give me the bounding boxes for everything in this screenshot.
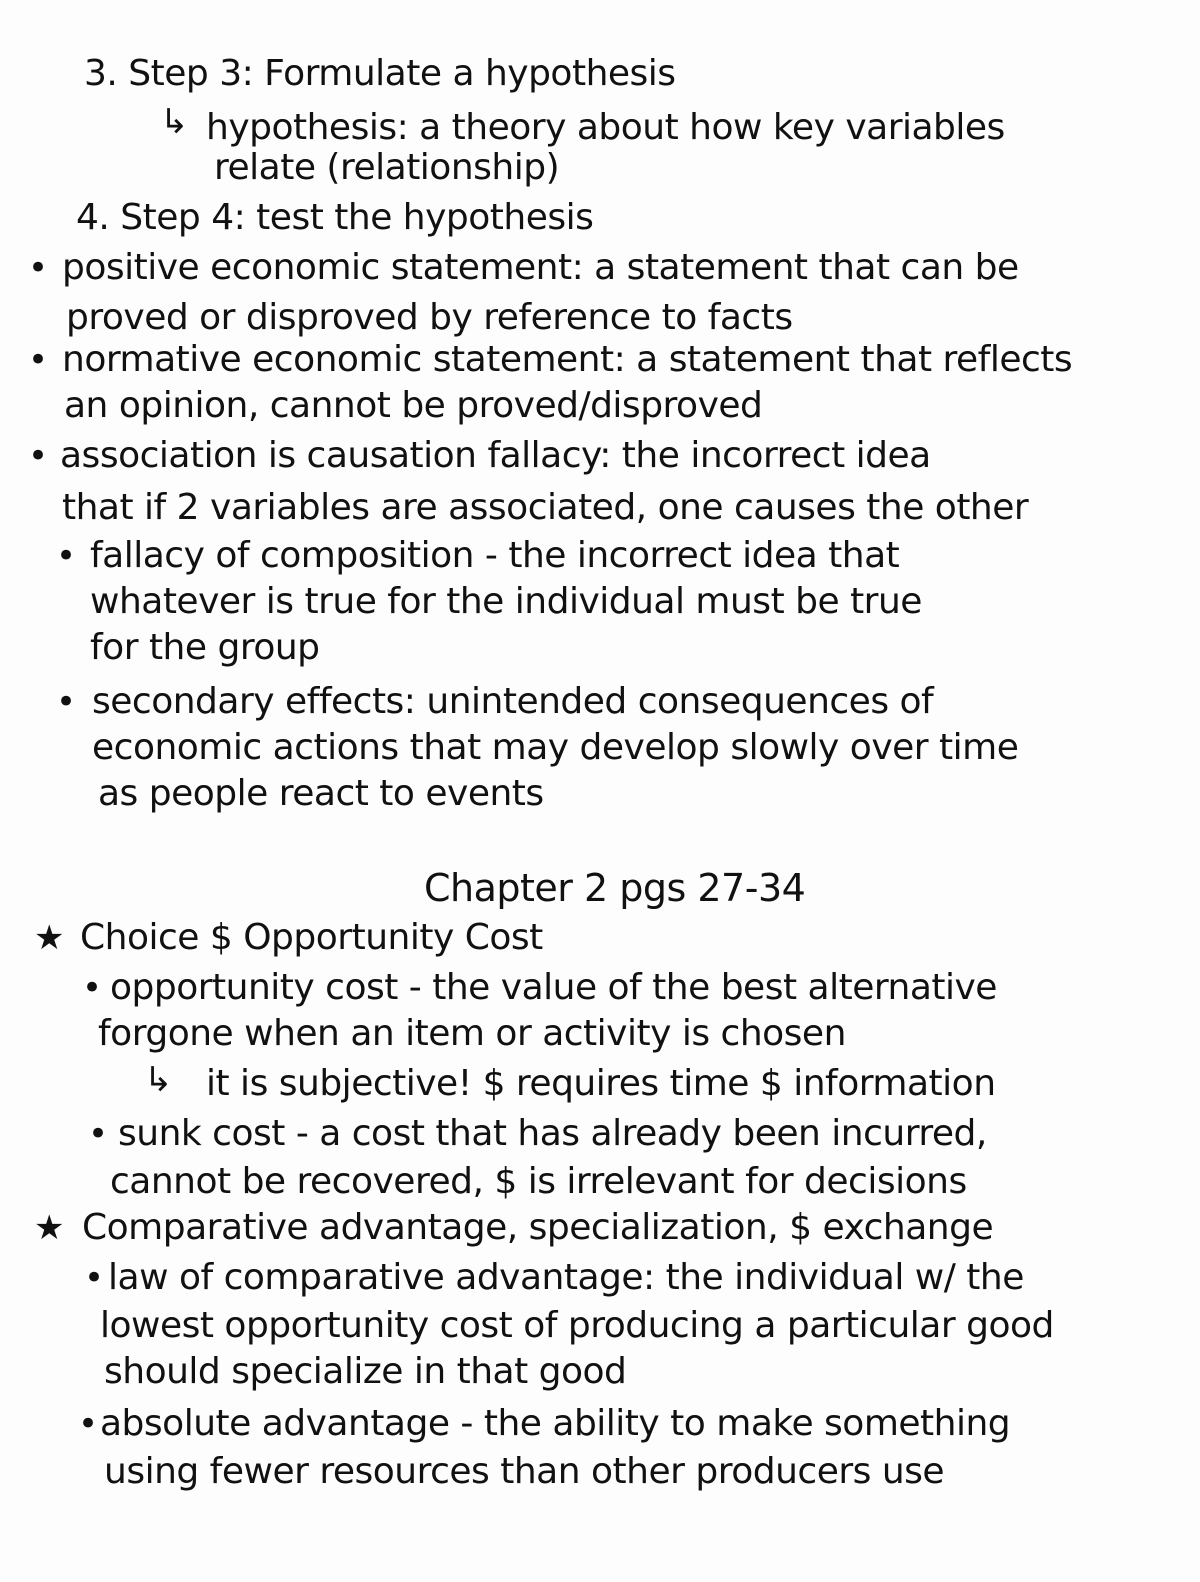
absolute-advantage-line2: using fewer resources than other producers use	[104, 1451, 945, 1492]
association-fallacy-line2: that if 2 variables are associated, one causes the other	[62, 487, 1029, 528]
chapter-heading: Chapter 2 pgs 27-34	[424, 866, 806, 910]
secondary-effects-line1: secondary effects: unintended consequences of	[92, 681, 934, 722]
secondary-effects-line2: economic actions that may develop slowly over time	[92, 727, 1019, 768]
section-comparative-title: Comparative advantage, specialization, $ exchange	[82, 1207, 994, 1248]
step4-title: 4. Step 4: test the hypothesis	[76, 197, 594, 238]
arrow-icon: ↳	[160, 102, 189, 142]
opportunity-cost-note: it is subjective! $ requires time $ information	[206, 1063, 996, 1104]
comparative-advantage-line1: law of comparative advantage: the individual w/ the	[108, 1257, 1024, 1298]
bullet-dot: •	[28, 436, 49, 476]
star-icon: ★	[34, 918, 65, 958]
arrow-icon: ↳	[144, 1060, 173, 1100]
bullet-dot: •	[88, 1114, 109, 1154]
comparative-advantage-line3: should specialize in that good	[104, 1351, 627, 1392]
sunk-cost-line2: cannot be recovered, $ is irrelevant for decisions	[110, 1161, 967, 1202]
composition-fallacy-line2: whatever is true for the individual must be true	[90, 581, 922, 622]
composition-fallacy-line1: fallacy of composition - the incorrect idea that	[90, 535, 900, 576]
comparative-advantage-line2: lowest opportunity cost of producing a particular good	[100, 1305, 1054, 1346]
positive-statement-line2: proved or disproved by reference to facts	[66, 297, 793, 338]
absolute-advantage-line1: absolute advantage - the ability to make something	[100, 1403, 1011, 1444]
bullet-dot: •	[56, 536, 77, 576]
association-fallacy-line1: association is causation fallacy: the incorrect idea	[60, 435, 931, 476]
secondary-effects-line3: as people react to events	[98, 773, 544, 814]
section-choice-title: Choice $ Opportunity Cost	[80, 917, 543, 958]
positive-statement-line1: positive economic statement: a statement that can be	[62, 247, 1019, 288]
hypothesis-definition-line1: hypothesis: a theory about how key variables	[206, 107, 1005, 148]
bullet-dot: •	[56, 682, 77, 722]
bullet-dot: •	[28, 340, 49, 380]
star-icon: ★	[34, 1208, 65, 1248]
hypothesis-definition-line2: relate (relationship)	[214, 147, 560, 188]
sunk-cost-line1: sunk cost - a cost that has already been incurred,	[118, 1113, 987, 1154]
opportunity-cost-line2: forgone when an item or activity is chosen	[98, 1013, 846, 1054]
bullet-dot: •	[82, 968, 103, 1008]
step3-title: 3. Step 3: Formulate a hypothesis	[84, 53, 676, 94]
opportunity-cost-line1: opportunity cost - the value of the best alternative	[110, 967, 997, 1008]
normative-statement-line2: an opinion, cannot be proved/disproved	[64, 385, 763, 426]
bullet-dot: •	[84, 1258, 105, 1298]
composition-fallacy-line3: for the group	[90, 627, 320, 668]
normative-statement-line1: normative economic statement: a statement that reflects	[62, 339, 1073, 380]
bullet-dot: •	[28, 248, 49, 288]
bullet-dot: •	[78, 1404, 99, 1444]
